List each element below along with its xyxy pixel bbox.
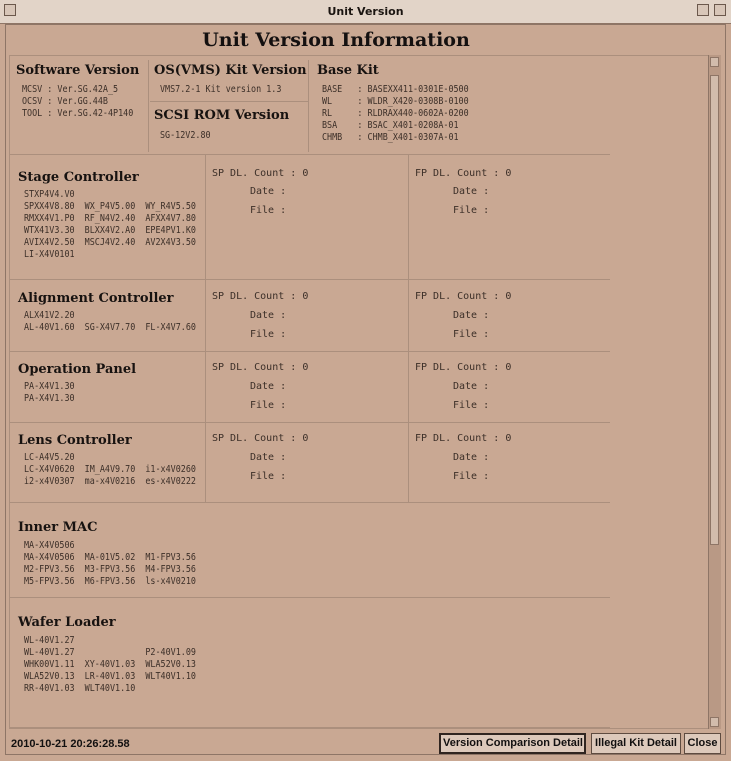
divider: [205, 155, 206, 279]
fp-date-label: Date :: [453, 452, 490, 463]
software-row-tool: TOOL : Ver.SG.42-4P140: [22, 108, 134, 119]
fp-file-label: File :: [453, 329, 490, 340]
lens-controller-section: [10, 423, 610, 502]
sp-date-label: Date :: [250, 381, 287, 392]
inner-mac-section: [10, 503, 610, 597]
divider: [408, 423, 409, 502]
alignment-controller-section: [10, 280, 610, 351]
scsi-rom-value: SG-12V2.80: [160, 130, 211, 141]
fp-dl-count-label: FP DL. Count : 0: [415, 433, 512, 444]
fp-date-label: Date :: [453, 310, 490, 321]
software-row-mcsv: MCSV : Ver.SG.42A_5: [22, 84, 119, 95]
stage-controller-versions: STXP4V4.V0 SPXX4V8.80 WX_P4V5.00 WY_R4V5.50 RMXX4V1.P0 RF_N4V2.40 AFXX4V7.80 WTX41V3.30 BLXX4V2.A0 EPE4PV1.K0 AVIX4V2.50 MSCJ4V2.40 AV2X4V3.50 LI-X4V0101: [24, 189, 196, 260]
window-title: Unit Version: [327, 5, 404, 18]
sp-file-label: File :: [250, 471, 287, 482]
alignment-controller-versions: ALX41V2.20 AL-40V1.60 SG-X4V7.70 FL-X4V7.60: [24, 310, 196, 333]
sp-date-label: Date :: [250, 452, 287, 463]
divider: [148, 60, 149, 152]
divider: [10, 727, 610, 728]
stage-controller-section: [10, 155, 610, 279]
operation-panel-versions: PA-X4V1.30 PA-X4V1.30: [24, 381, 75, 404]
fp-file-label: File :: [453, 400, 490, 411]
divider: [150, 101, 308, 102]
wafer-loader-versions: WL-40V1.27 WL-40V1.27 P2-40V1.09 WHK00V1.11 XY-40V1.03 WLA52V0.13 WLA52V0.13 LR-40V1.03 WLT40V1.10 RR-40V1.03 WLT40V1.10: [24, 635, 196, 694]
version-content-panel: [9, 55, 712, 729]
wafer-loader-heading: Wafer Loader: [18, 615, 116, 630]
minimize-icon[interactable]: [697, 4, 709, 16]
divider: [408, 352, 409, 422]
version-comparison-detail-button[interactable]: Version Comparison Detail: [439, 733, 586, 754]
sp-file-label: File :: [250, 205, 287, 216]
sp-date-label: Date :: [250, 186, 287, 197]
timestamp: 2010-10-21 20:26:28.58: [11, 738, 130, 750]
divider: [205, 280, 206, 351]
lens-controller-heading: Lens Controller: [18, 433, 132, 448]
alignment-controller-heading: Alignment Controller: [18, 291, 174, 306]
operation-panel-section: [10, 352, 610, 422]
base-kit-row: CHMB : CHMB_X401-0307A-01: [322, 132, 459, 143]
fp-dl-count-label: FP DL. Count : 0: [415, 168, 512, 179]
close-button[interactable]: Close: [684, 733, 721, 754]
fp-date-label: Date :: [453, 381, 490, 392]
scsi-rom-heading: SCSI ROM Version: [154, 108, 290, 123]
divider: [205, 352, 206, 422]
software-version-heading: Software Version: [16, 63, 140, 78]
sp-file-label: File :: [250, 329, 287, 340]
sp-file-label: File :: [250, 400, 287, 411]
divider: [408, 280, 409, 351]
os-kit-heading: OS(VMS) Kit Version: [154, 63, 307, 78]
vertical-scrollbar[interactable]: [708, 55, 721, 729]
divider: [205, 423, 206, 502]
illegal-kit-detail-button[interactable]: Illegal Kit Detail: [591, 733, 681, 754]
wafer-loader-section: [10, 598, 610, 728]
base-kit-row: BSA : BSAC_X401-0208A-01: [322, 120, 459, 131]
fp-file-label: File :: [453, 205, 490, 216]
lens-controller-versions: LC-A4V5.20 LC-X4V0620 IM_A4V9.70 i1-x4V0260 i2-x4V0307 ma-x4V0216 es-x4V0222: [24, 452, 196, 487]
scroll-down-icon[interactable]: [710, 717, 719, 727]
fp-file-label: File :: [453, 471, 490, 482]
scroll-up-icon[interactable]: [710, 57, 719, 67]
divider: [308, 60, 309, 152]
scrollbar-thumb[interactable]: [710, 75, 719, 545]
sp-date-label: Date :: [250, 310, 287, 321]
sp-dl-count-label: SP DL. Count : 0: [212, 168, 309, 179]
base-kit-heading: Base Kit: [317, 63, 379, 78]
inner-mac-heading: Inner MAC: [18, 520, 98, 535]
software-row-ocsv: OCSV : Ver.GG.44B: [22, 96, 108, 107]
fp-dl-count-label: FP DL. Count : 0: [415, 291, 512, 302]
unit-version-window: [5, 24, 726, 755]
sp-dl-count-label: SP DL. Count : 0: [212, 291, 309, 302]
sp-dl-count-label: SP DL. Count : 0: [212, 362, 309, 373]
divider: [408, 155, 409, 279]
base-kit-row: WL : WLDR_X420-0308B-0100: [322, 96, 469, 107]
inner-mac-versions: MA-X4V0506 MA-X4V0506 MA-01V5.02 M1-FPV3.56 M2-FPV3.56 M3-FPV3.56 M4-FPV3.56 M5-FPV3.56 M6-FPV3.56 ls-x4V0210: [24, 540, 196, 587]
base-kit-row: BASE : BASEXX411-0301E-0500: [322, 84, 469, 95]
os-kit-value: VMS7.2-1 Kit version 1.3: [160, 84, 282, 95]
fp-dl-count-label: FP DL. Count : 0: [415, 362, 512, 373]
base-kit-row: RL : RLDRAX440-0602A-0200: [322, 108, 469, 119]
page-title: Unit Version Information: [202, 29, 470, 51]
title-bar[interactable]: [0, 0, 731, 24]
fp-date-label: Date :: [453, 186, 490, 197]
sp-dl-count-label: SP DL. Count : 0: [212, 433, 309, 444]
maximize-icon[interactable]: [714, 4, 726, 16]
footer-bar: [6, 729, 725, 756]
operation-panel-heading: Operation Panel: [18, 362, 137, 377]
stage-controller-heading: Stage Controller: [18, 170, 139, 185]
